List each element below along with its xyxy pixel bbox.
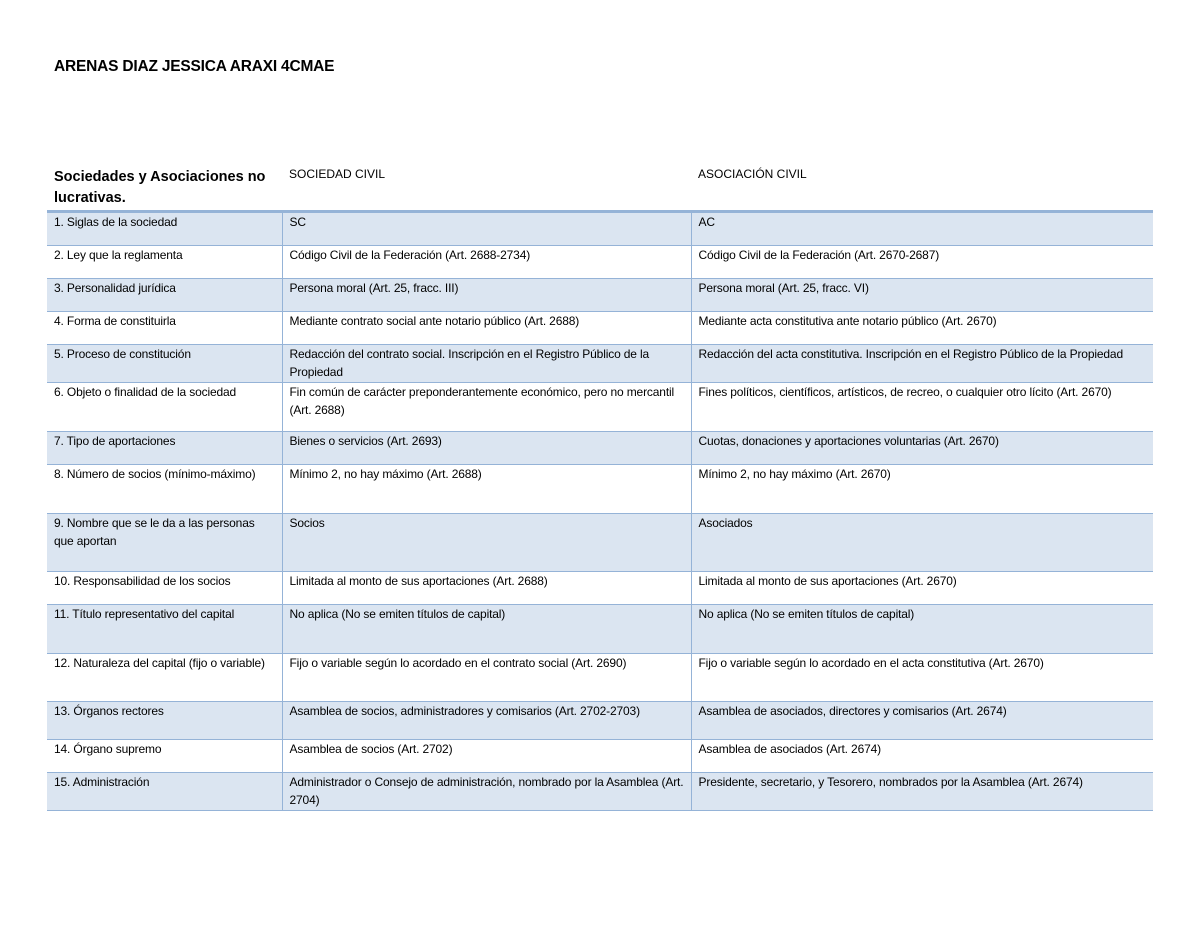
asociacion-civil-cell: Código Civil de la Federación (Art. 2670-2687) [691, 246, 1153, 279]
asociacion-civil-cell: Presidente, secretario, y Tesorero, nombrados por la Asamblea (Art. 2674) [691, 773, 1153, 811]
asociacion-civil-cell: Redacción del acta constitutiva. Inscripción en el Registro Público de la Propiedad [691, 345, 1153, 383]
sociedad-civil-cell: Bienes o servicios (Art. 2693) [282, 432, 691, 465]
row-label: 15. Administración [47, 773, 282, 811]
header-row [47, 166, 1153, 212]
table-row [47, 465, 1153, 514]
table-row [47, 345, 1153, 383]
table-row [47, 246, 1153, 279]
table-row [47, 773, 1153, 811]
sociedad-civil-cell: Asamblea de socios, administradores y comisarios (Art. 2702-2703) [282, 702, 691, 740]
sociedad-civil-cell: Redacción del contrato social. Inscripción en el Registro Público de la Propiedad [282, 345, 691, 383]
asociacion-civil-cell: Mínimo 2, no hay máximo (Art. 2670) [691, 465, 1153, 514]
row-label: 6. Objeto o finalidad de la sociedad [47, 383, 282, 432]
sociedad-civil-cell: No aplica (No se emiten títulos de capital) [282, 605, 691, 654]
author-line: ARENAS DIAZ JESSICA ARAXI 4CMAE [54, 58, 335, 75]
asociacion-civil-cell: Asociados [691, 514, 1153, 572]
table-row [47, 514, 1153, 572]
asociacion-civil-cell: Limitada al monto de sus aportaciones (Art. 2670) [691, 572, 1153, 605]
row-label: 11. Título representativo del capital [47, 605, 282, 654]
table-row [47, 312, 1153, 345]
sociedad-civil-cell: Administrador o Consejo de administración, nombrado por la Asamblea (Art. 2704) [282, 773, 691, 811]
asociacion-civil-cell: AC [691, 212, 1153, 246]
table-title: Sociedades y Asociaciones no lucrativas. [47, 166, 282, 212]
sociedad-civil-cell: Asamblea de socios (Art. 2702) [282, 740, 691, 773]
row-label: 14. Órgano supremo [47, 740, 282, 773]
asociacion-civil-cell: Persona moral (Art. 25, fracc. VI) [691, 279, 1153, 312]
row-label: 4. Forma de constituirla [47, 312, 282, 345]
row-label: 5. Proceso de constitución [47, 345, 282, 383]
table-row [47, 702, 1153, 740]
table-row [47, 740, 1153, 773]
asociacion-civil-cell: Asamblea de asociados, directores y comisarios (Art. 2674) [691, 702, 1153, 740]
sociedad-civil-cell: SC [282, 212, 691, 246]
table-row [47, 572, 1153, 605]
comparison-table [47, 166, 1153, 811]
sociedad-civil-cell: Limitada al monto de sus aportaciones (Art. 2688) [282, 572, 691, 605]
asociacion-civil-cell: Cuotas, donaciones y aportaciones voluntarias (Art. 2670) [691, 432, 1153, 465]
row-label: 10. Responsabilidad de los socios [47, 572, 282, 605]
row-label: 9. Nombre que se le da a las personas que aportan [47, 514, 282, 572]
sociedad-civil-cell: Código Civil de la Federación (Art. 2688-2734) [282, 246, 691, 279]
sociedad-civil-cell: Fijo o variable según lo acordado en el contrato social (Art. 2690) [282, 654, 691, 702]
table-row [47, 383, 1153, 432]
table-row [47, 605, 1153, 654]
asociacion-civil-cell: Fijo o variable según lo acordado en el acta constitutiva (Art. 2670) [691, 654, 1153, 702]
row-label: 13. Órganos rectores [47, 702, 282, 740]
sociedad-civil-cell: Socios [282, 514, 691, 572]
table-row [47, 212, 1153, 246]
sociedad-civil-cell: Persona moral (Art. 25, fracc. III) [282, 279, 691, 312]
table-header [47, 166, 1153, 212]
asociacion-civil-cell: No aplica (No se emiten títulos de capital) [691, 605, 1153, 654]
asociacion-civil-cell: Asamblea de asociados (Art. 2674) [691, 740, 1153, 773]
column-header-asociacion-civil: ASOCIACIÓN CIVIL [691, 166, 1153, 212]
table-body [47, 212, 1153, 811]
sociedad-civil-cell: Mínimo 2, no hay máximo (Art. 2688) [282, 465, 691, 514]
asociacion-civil-cell: Mediante acta constitutiva ante notario público (Art. 2670) [691, 312, 1153, 345]
column-header-sociedad-civil: SOCIEDAD CIVIL [282, 166, 691, 212]
row-label: 7. Tipo de aportaciones [47, 432, 282, 465]
sociedad-civil-cell: Fin común de carácter preponderantemente económico, pero no mercantil (Art. 2688) [282, 383, 691, 432]
row-label: 2. Ley que la reglamenta [47, 246, 282, 279]
sociedad-civil-cell: Mediante contrato social ante notario público (Art. 2688) [282, 312, 691, 345]
row-label: 3. Personalidad jurídica [47, 279, 282, 312]
asociacion-civil-cell: Fines políticos, científicos, artísticos, de recreo, o cualquier otro lícito (Art. 2670) [691, 383, 1153, 432]
row-label: 1. Siglas de la sociedad [47, 212, 282, 246]
table-row [47, 654, 1153, 702]
table-row [47, 432, 1153, 465]
row-label: 8. Número de socios (mínimo-máximo) [47, 465, 282, 514]
row-label: 12. Naturaleza del capital (fijo o variable) [47, 654, 282, 702]
table-row [47, 279, 1153, 312]
